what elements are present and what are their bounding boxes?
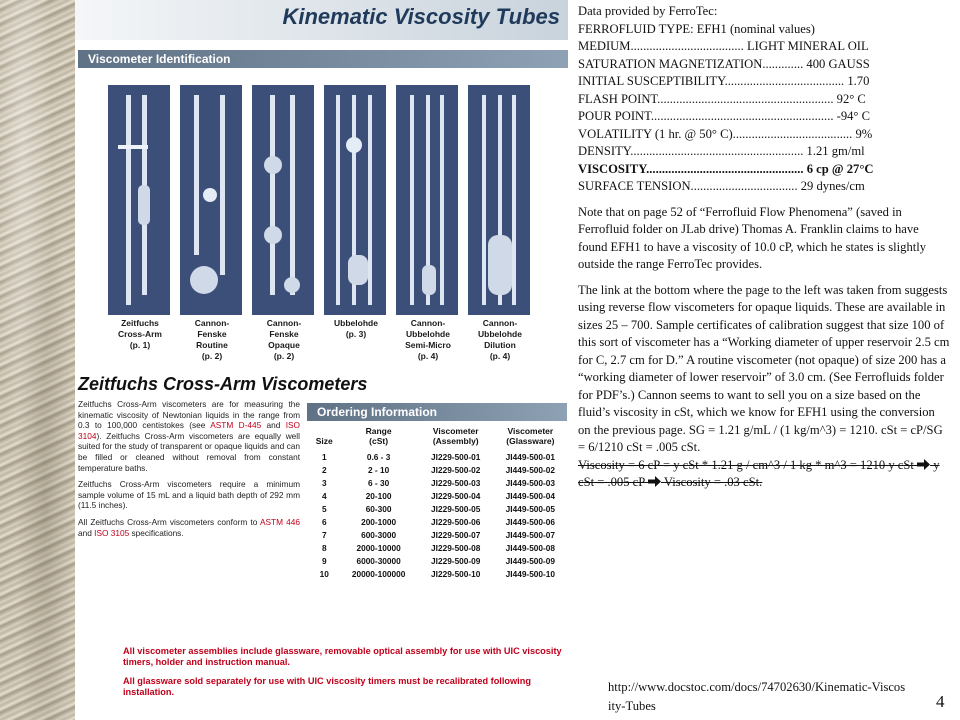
zeitfuchs-tube-image	[108, 85, 170, 315]
zeitfuchs-paragraph-range: Zeitfuchs Cross-Arm viscometers are for measuring the kinematic viscosity of Newtonian liquids in the range from 0.3 to 100,000 centistokes (see ASTM D-445 and ISO 3104). Zeitfuchs Cross-Arm viscometers are equally well suited for the study of transparent or opaque liquids and can be filled or cleaned without removal from constant temperature baths.	[78, 399, 300, 473]
catalog-page	[75, 0, 568, 720]
stone-texture-shading	[0, 0, 75, 720]
table-row: 5 60-300 JI229-500-05 JI449-500-05	[321, 503, 556, 514]
cannon-ubbelohde-semi-micro-tube-image	[396, 85, 458, 315]
viscometer-label-dilution: Cannon- Ubbelohde Dilution (p. 4)	[478, 318, 522, 361]
viscometer-label-cannon-fenske-opaque: Cannon- Fenske Opaque (p. 2)	[266, 318, 302, 361]
ordering-table-header	[310, 426, 568, 450]
table-row: 10 20000-100000 JI229-500-10 JI449-500-10	[319, 568, 556, 579]
header-assembly: Viscometer (Assembly)	[432, 426, 479, 446]
viscometer-identification-bar: Viscometer Identification	[78, 50, 568, 68]
spec-pour-point: POUR POINT.......................................................... -94° C	[578, 109, 871, 123]
ordering-table	[310, 426, 568, 580]
table-row: 4 20-100 JI229-500-04 JI449-500-04	[321, 490, 556, 501]
cannon-fenske-opaque-tube-image	[252, 85, 314, 315]
astm-d445-link[interactable]: ASTM D-445	[210, 420, 262, 431]
iso-3105-link[interactable]: ISO 3105	[94, 527, 130, 538]
table-row: 8 2000-10000 JI229-500-08 JI449-500-08	[321, 542, 556, 553]
catalog-title: Kinematic Viscosity Tubes	[282, 4, 560, 29]
table-row: 1 0.6 - 3 JI229-500-01 JI449-500-01	[321, 451, 556, 462]
spec-viscosity: VISCOSITY.................................................. 6 cp @ 27°C	[578, 161, 874, 176]
table-row: 7 600-3000 JI229-500-07 JI449-500-07	[321, 529, 556, 540]
zeitfuchs-paragraph-standards: All Zeitfuchs Cross-Arm viscometers conform to ASTM 446 and ISO 3105 specifications.	[78, 516, 301, 538]
spec-medium: MEDIUM.................................... LIGHT MINERAL OIL	[578, 39, 869, 53]
ubbelohde-tube-image	[324, 85, 386, 315]
data-source-line: Data provided by FerroTec:	[578, 4, 718, 18]
ordering-information-bar: Ordering Information	[307, 403, 567, 421]
struck-calculation: Viscosity = 6 cP = y cSt * 1.21 g / cm^3 / 1 kg * m^3 = 1210 y cSt y cSt = .005 cP Viscosity = .03 cSt.	[578, 457, 940, 489]
source-url-link[interactable]: http://www.docstoc.com/docs/74702630/Kinematic-Viscosity-Tubes	[608, 680, 906, 713]
notes-column	[578, 3, 950, 492]
zeitfuchs-heading: Zeitfuchs Cross-Arm Viscometers	[78, 374, 368, 394]
spec-density: DENSITY....................................................... 1.21 gm/ml	[578, 144, 865, 158]
cannon-ubbelohde-dilution-tube-image	[468, 85, 530, 315]
title-banner	[75, 0, 568, 40]
catalog-notes	[123, 646, 563, 706]
right-arrow-icon	[917, 459, 930, 470]
spec-volatility: VOLATILITY (1 hr. @ 50° C)...................................... 9%	[578, 126, 873, 141]
glassware-note: All glassware sold separately for use with UIC viscosity timers must be recalibrated following installation.	[123, 676, 531, 697]
cannon-fenske-routine-tube-image	[180, 85, 242, 315]
spec-flash-point: FLASH POINT........................................................ 92° C	[578, 91, 866, 106]
zeitfuchs-description	[78, 399, 300, 544]
table-row: 6 200-1000 JI229-500-06 JI449-500-06	[321, 516, 556, 527]
zeitfuchs-paragraph-volume: Zeitfuchs Cross-Arm viscometers require a minimum sample volume of 15 mL and a liquid bath depth of 292 mm (11.5 inches).	[78, 479, 300, 511]
viscometer-photos	[108, 85, 528, 315]
spec-surface-tension: SURFACE TENSION.................................. 29 dynes/cm	[578, 179, 865, 193]
viscometer-label-cannon-fenske-routine: Cannon- Fenske Routine (p. 2)	[194, 318, 230, 361]
header-glassware: Viscometer (Glassware)	[506, 426, 555, 446]
right-arrow-icon	[648, 476, 661, 487]
fluid-type-line: FERROFLUID TYPE: EFH1 (nominal values)	[578, 21, 815, 36]
franklin-note-paragraph: Note that on page 52 of “Ferrofluid Flow Phenomena” (saved in Ferrofluid folder on JLab drive) Thomas A. Franklin claims to have found EFH1 to have a viscosity of 10.0 cP, which he states is slightly outside the range FerroTec provides.	[578, 204, 927, 271]
table-row: 2 2 - 10 JI229-500-02 JI449-500-02	[321, 464, 556, 475]
page-number: 4	[936, 692, 945, 711]
viscometer-label-ubbelohde: Ubbelohde (p. 3)	[334, 318, 378, 339]
iso-3104-link[interactable]: ISO 3104	[78, 420, 300, 441]
table-row: 3 6 - 30 JI229-500-03 JI449-500-03	[321, 477, 556, 488]
header-range: Range (cSt)	[365, 426, 392, 446]
viscometer-label-semi-micro: Cannon- Ubbelohde Semi-Micro (p. 4)	[405, 318, 451, 361]
table-row: 9 6000-30000 JI229-500-09 JI449-500-09	[321, 555, 556, 566]
spec-saturation-magnetization: SATURATION MAGNETIZATION............. 400 GAUSS	[578, 56, 870, 71]
header-size: Size	[315, 436, 333, 446]
assemblies-note: All viscometer assemblies include glassware, removable optical assembly for use with UIC viscosity timers, holder and instruction manual.	[123, 646, 562, 667]
viscometer-label-zeitfuchs: Zeitfuchs Cross-Arm (p. 1)	[118, 318, 162, 350]
spec-initial-susceptibility: INITIAL SUSCEPTIBILITY...................................... 1.70	[578, 74, 870, 88]
reverse-flow-paragraph: The link at the bottom where the page to the left was taken from suggests using reverse flow viscometers for opaque liquids. These are available in sizes 25 – 700. Sample certificates of calibration suggest that size 100 of this sort of viscometer has a “Working diameter of upper reservoir 2.5 cm for C, 2.7 cm for D.” A routine viscometer (not opaque) of size 200 has a “working diameter of lower reservoir” of 3.0 cm. (See Ferrofluids folder for PDF’s.) Cannon seems to want to sell you on a size based on the fluid’s viscosity in cSt, which we know for EFH1 using the conversion on the previous page. SG = 1.21 g/mL / (1 kg/m^3) = 1210. cSt = cP/SG = 6/1210 cSt = .005 cSt. Viscosity = 6 cP = y cSt * 1.21 g / cm^3 / 1 kg * m^3 = 1210 y cSt y cSt = .005 cP Viscosity = .03 cSt.	[578, 282, 950, 489]
astm-446-link[interactable]: ASTM 446	[259, 516, 301, 527]
